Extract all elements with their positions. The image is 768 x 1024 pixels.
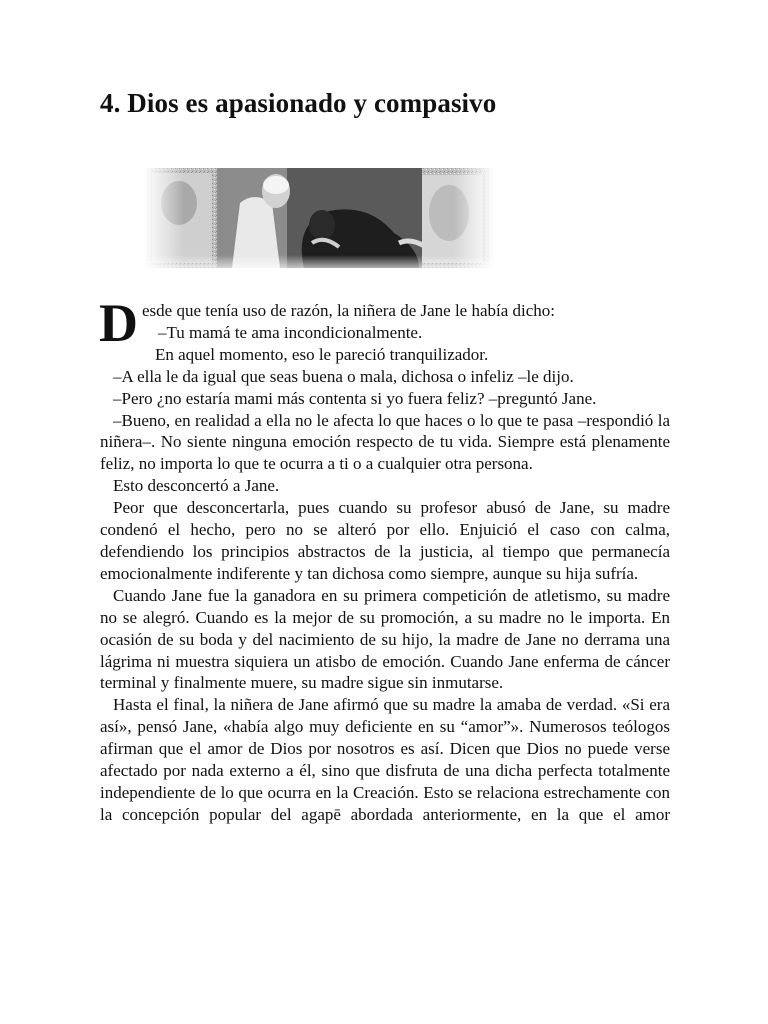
paragraph: Peor que desconcertarla, pues cuando su profesor abusó de Jane, su madre condenó el hecho, pero no se alteró por ello. Enjuició el caso con calma, defendiendo los principios abstractos de la justicia, al tiempo que permanecía emocionalmente indiferente y tan dichosa como siempre, aunque su hija sufría. [100,498,670,583]
paragraph: Cuando Jane fue la ganadora en su primera competición de atletismo, su madre no se alegró. Cuando es la mejor de su promoción, a su madre no le importa. En ocasión de su boda y del nacimiento de su hijo, la madre de Jane no derrama una lágrima ni muestra siquiera un atisbo de emoción. Cuando Jane enferma de cáncer terminal y finalmente muere, su madre sigue sin inmutarse. [100,585,670,693]
body-text [99,293,670,826]
paragraph-text: esde que tenía uso de razón, la niñera de Jane le había dicho: [142,301,556,320]
drop-cap: D [99,293,138,353]
paragraph: En aquel momento, eso le pareció tranquilizador. [155,344,489,364]
paragraph: Esto desconcertó a Jane. [113,476,280,496]
chapter-illustration [144,163,494,275]
paragraph: Hasta el final, la niñera de Jane afirmó que su madre la amaba de verdad. «Si era así», pensó Jane, «había algo muy deficiente en su “amor”». Numerosos teólogos afirman que el amor de Dios por nosotros es así. Dicen que Dios no puede verse afectado por nada externo a él, sino que disfruta de una dicha perfecta totalmente independiente de lo que ocurra en la Creación. Esto se relaciona estrechamente con la concepción popular del agapē abordada anteriormente, en la que el amor [100,695,670,824]
paragraph: –A ella le da igual que seas buena o mala, dichosa o infeliz –le dijo. [113,366,574,386]
paragraph: –Tu mamá te ama incondicionalmente. [158,322,423,342]
paragraph: –Pero ¿no estaría mami más contenta si yo fuera feliz? –preguntó Jane. [113,388,597,408]
paragraph: –Bueno, en realidad a ella no le afecta lo que haces o lo que te pasa –respondió la niñera–. No siente ninguna emoción respecto de tu vida. Siempre está plenamente feliz, no importa lo que te ocurra a ti o a cualquier otra persona. [100,410,670,474]
chapter-title: 4. Dios es apasionado y compasivo [100,88,497,118]
